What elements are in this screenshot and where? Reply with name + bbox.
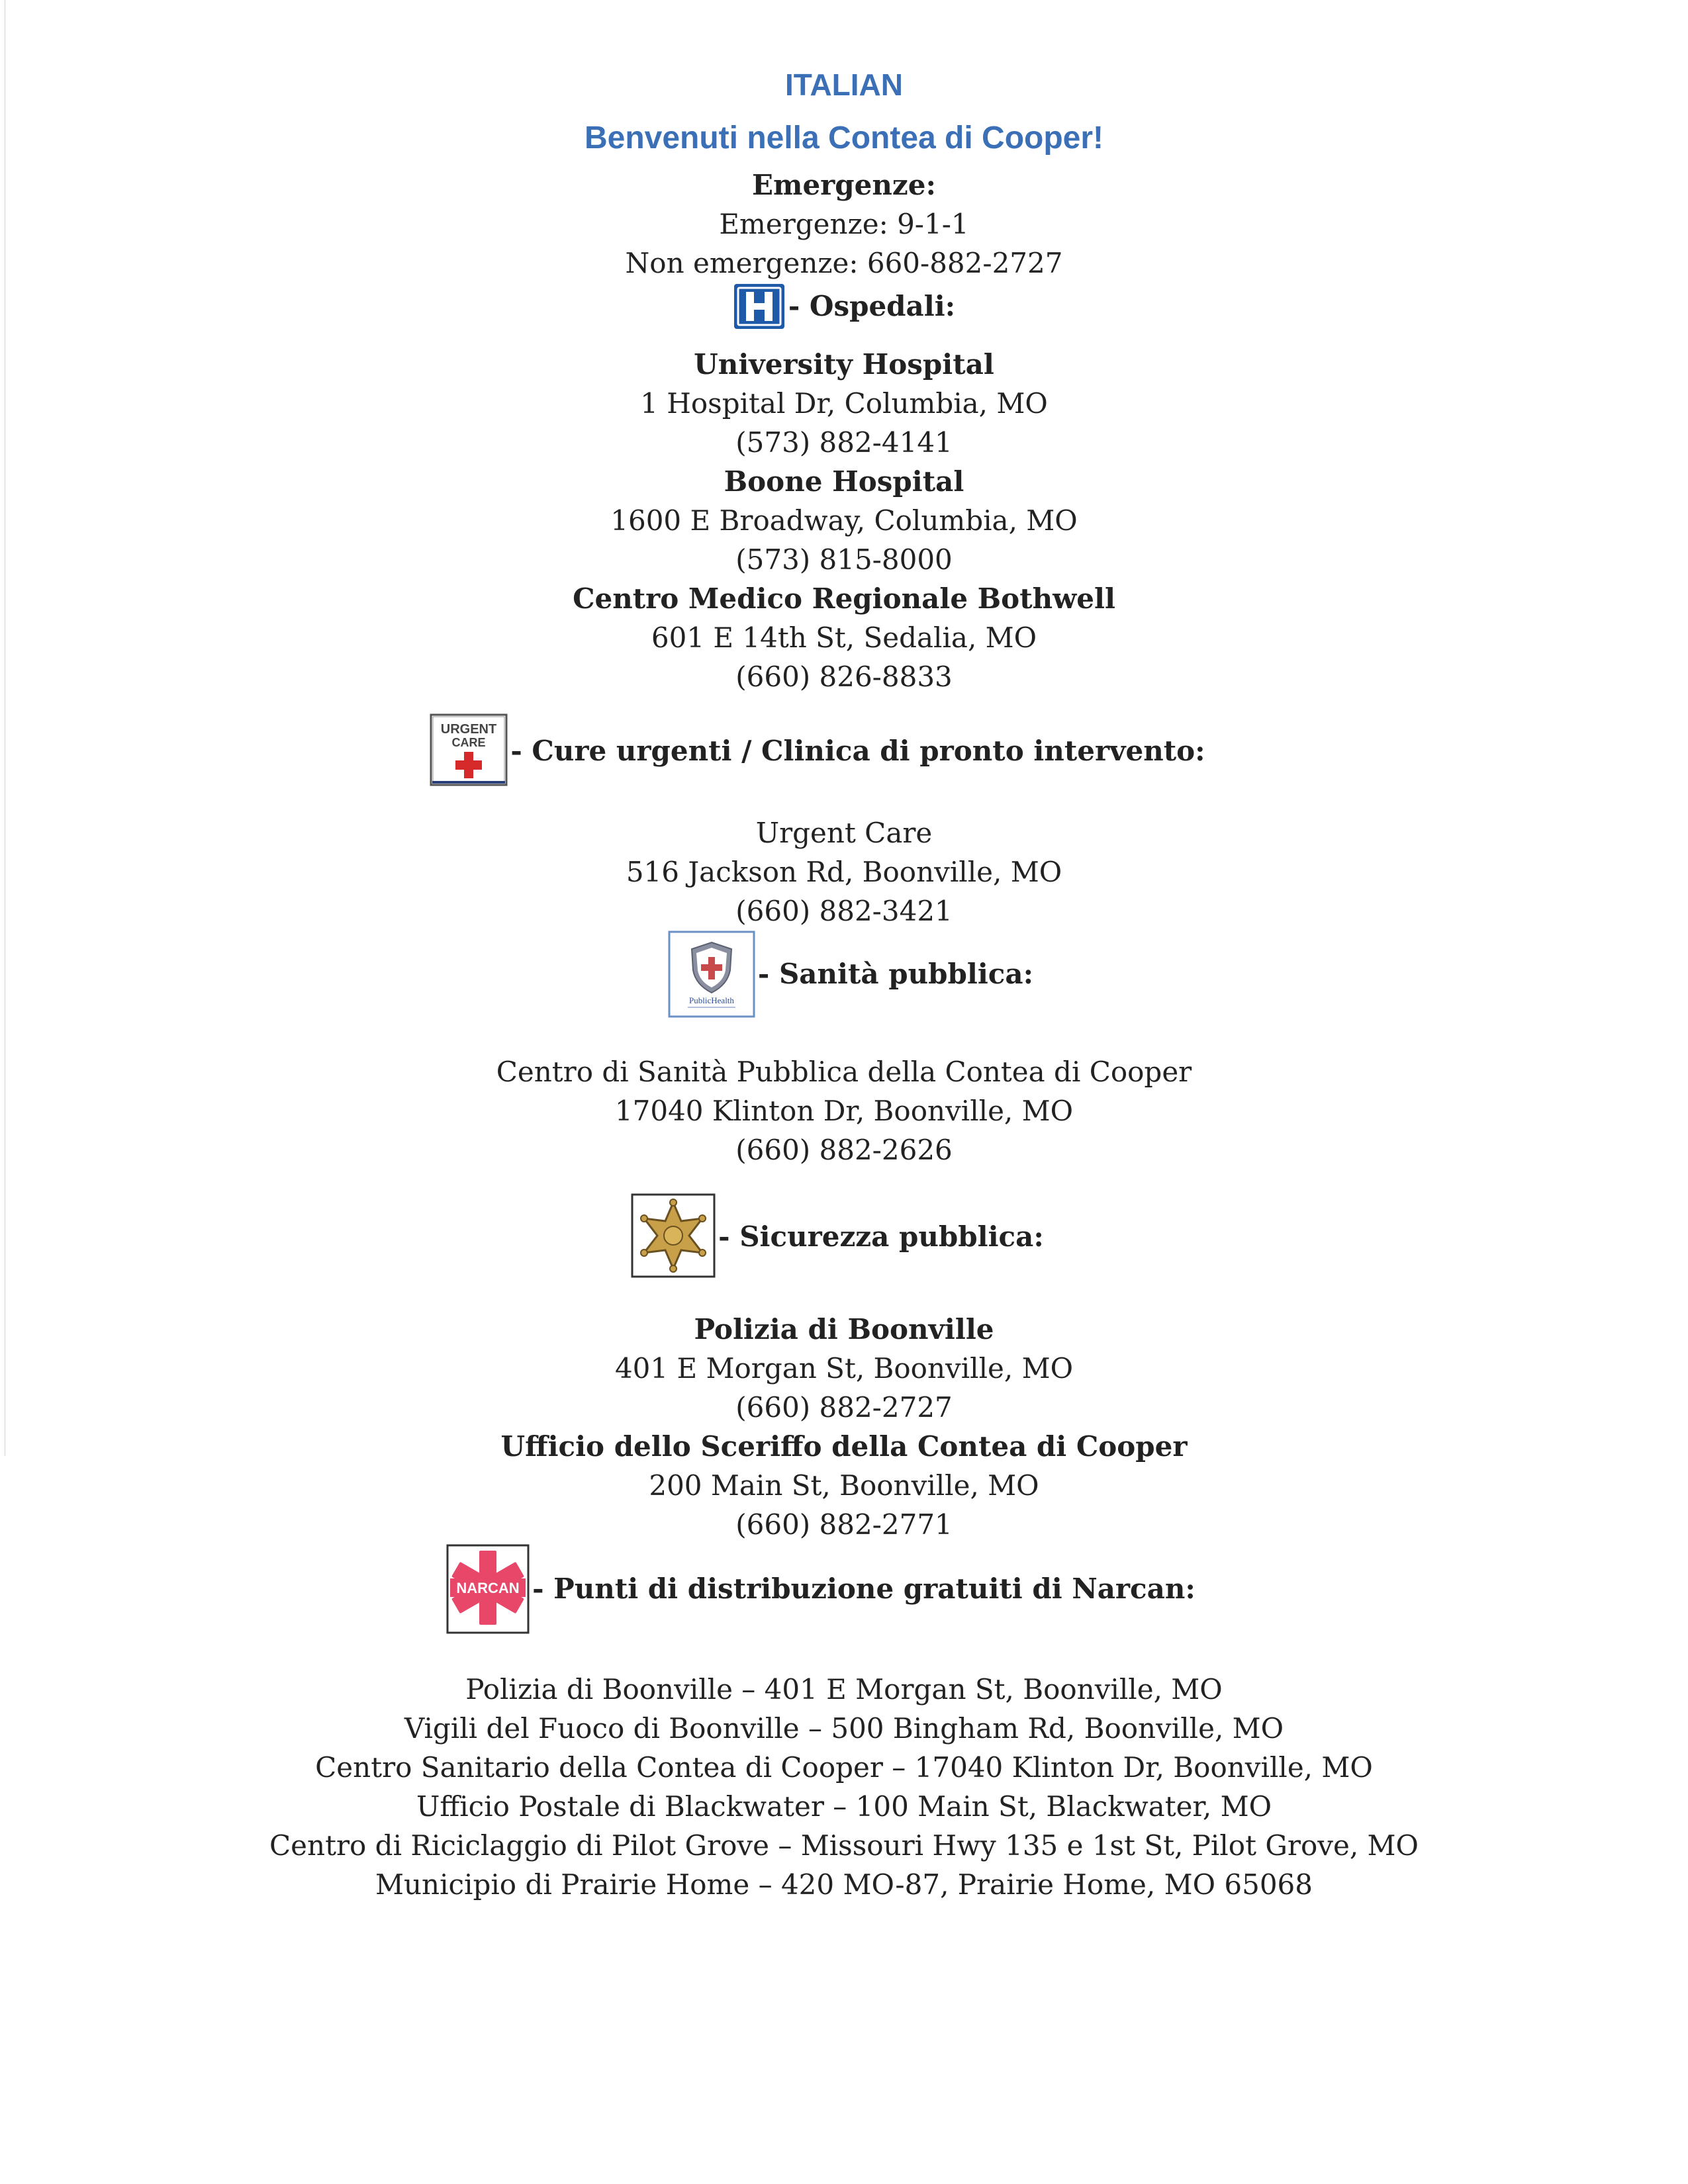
narcan-star-of-life-icon — [446, 1544, 530, 1634]
document-page — [0, 58, 1688, 1904]
narcan-location: Ufficio Postale di Blackwater – 100 Main St, Blackwater, MO — [416, 1790, 1272, 1823]
urgent-care-heading: - Cure urgenti / Clinica di pronto intervento: — [510, 735, 1205, 767]
public-health-address: 17040 Klinton Dr, Boonville, MO — [614, 1095, 1074, 1127]
hospitals-heading-row — [0, 283, 1688, 345]
hospitals-heading: - Ospedali: — [788, 290, 956, 322]
public-safety-phone: (660) 882-2771 — [735, 1508, 953, 1541]
public-safety-heading: - Sicurezza pubblica: — [718, 1220, 1044, 1253]
public-safety-address: 401 E Morgan St, Boonville, MO — [614, 1352, 1074, 1385]
urgent-care-icon-text: CARE — [451, 736, 486, 749]
non-emergency-number: Non emergenze: 660-882-2727 — [625, 247, 1063, 279]
urgent-care-icon-text: URGENT — [441, 722, 497, 737]
narcan-location: Centro Sanitario della Contea di Cooper – 17040 Klinton Dr, Boonville, MO — [315, 1751, 1373, 1784]
hospital-address: 1600 E Broadway, Columbia, MO — [610, 504, 1078, 537]
urgent-care-icon — [430, 713, 508, 786]
public-health-icon-text: PublicHealth — [688, 995, 734, 1005]
urgent-care-name: Urgent Care — [755, 817, 933, 849]
welcome-title: Benvenuti nella Contea di Cooper! — [584, 120, 1104, 156]
public-health-phone: (660) 882-2626 — [735, 1134, 953, 1166]
urgent-care-address: 516 Jackson Rd, Boonville, MO — [626, 856, 1062, 888]
emergencies-heading: Emergenze: — [751, 169, 936, 201]
public-safety-heading-row — [0, 1193, 1688, 1310]
hospital-name: University Hospital — [694, 348, 994, 381]
public-health-heading: - Sanità pubblica: — [757, 958, 1034, 990]
language-title: ITALIAN — [784, 68, 903, 102]
hospital-phone: (573) 815-8000 — [735, 543, 953, 576]
narcan-location: Municipio di Prairie Home – 420 MO-87, Prairie Home, MO 65068 — [375, 1868, 1313, 1901]
hospital-address: 1 Hospital Dr, Columbia, MO — [640, 387, 1048, 420]
urgent-care-phone: (660) 882-3421 — [735, 895, 953, 927]
emergency-number: Emergenze: 9-1-1 — [719, 208, 969, 240]
narcan-icon-text: NARCAN — [456, 1580, 520, 1596]
hospital-h-icon — [733, 283, 786, 330]
public-health-shield-icon — [668, 931, 755, 1018]
public-health-heading-row — [13, 931, 1688, 1052]
narcan-location: Vigili del Fuoco di Boonville – 500 Bingham Rd, Boonville, MO — [404, 1712, 1284, 1745]
hospital-address: 601 E 14th St, Sedalia, MO — [651, 621, 1037, 654]
public-safety-address: 200 Main St, Boonville, MO — [649, 1469, 1039, 1502]
public-safety-name: Polizia di Boonville — [694, 1313, 994, 1345]
public-safety-name: Ufficio dello Sceriffo della Contea di Cooper — [500, 1430, 1188, 1463]
narcan-location: Polizia di Boonville – 401 E Morgan St, Boonville, MO — [465, 1673, 1223, 1706]
hospital-name: Boone Hospital — [724, 465, 964, 498]
narcan-location: Centro di Riciclaggio di Pilot Grove – Missouri Hwy 135 e 1st St, Pilot Grove, MO — [269, 1829, 1419, 1862]
narcan-heading-row — [0, 1544, 1688, 1670]
urgent-care-heading-row — [0, 713, 1688, 813]
public-health-name: Centro di Sanità Pubblica della Contea di Cooper — [496, 1056, 1192, 1088]
public-safety-phone: (660) 882-2727 — [735, 1391, 953, 1424]
hospital-phone: (660) 826-8833 — [735, 660, 953, 693]
sheriff-star-icon — [631, 1193, 716, 1278]
hospital-name: Centro Medico Regionale Bothwell — [573, 582, 1115, 615]
narcan-heading: - Punti di distribuzione gratuiti di Narcan: — [532, 1572, 1196, 1605]
hospital-phone: (573) 882-4141 — [735, 426, 953, 459]
